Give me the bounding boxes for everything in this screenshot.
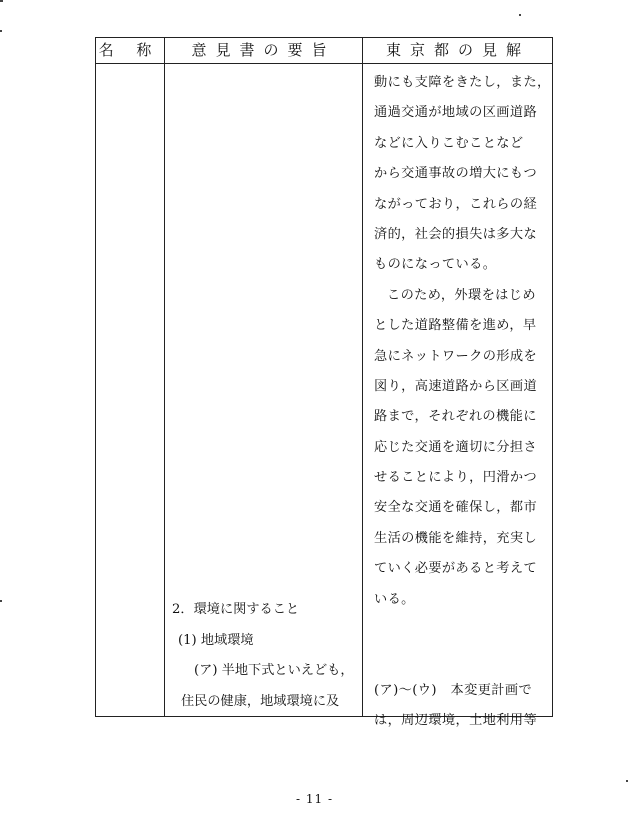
- view-line: は，周辺環境，土地利用等: [374, 713, 538, 729]
- column-divider: [164, 37, 165, 717]
- scan-mark: [519, 14, 521, 16]
- scan-mark: [0, 30, 2, 32]
- view-line: 通過交通が地域の区画道路: [374, 105, 538, 121]
- view-line: 安全な交通を確保し，都市: [374, 500, 538, 516]
- view-line: 図り，高速道路から区画道: [374, 378, 538, 394]
- view-line: ていく必要があると考えて: [374, 561, 538, 577]
- scan-mark: [0, 600, 2, 602]
- gist-line: (ア) 半地下式といえども，: [194, 663, 354, 678]
- view-line: 動にも支障をきたし，また，: [374, 75, 551, 90]
- view-line: 応じた交通を適切に分担さ: [374, 439, 538, 455]
- gist-subheading: (1) 地域環境: [178, 632, 254, 648]
- header-name: 名 称: [98, 41, 161, 59]
- view-line: [374, 645, 550, 675]
- scan-mark: [626, 780, 628, 782]
- page-number: - 11 -: [295, 792, 333, 806]
- view-line: などに入りこむことなど: [374, 135, 524, 151]
- view-line: せることにより，円滑かつ: [374, 470, 538, 486]
- opinion-gist-column: [172, 595, 362, 717]
- column-divider: [362, 37, 363, 717]
- view-line: このため，外環をはじめ: [387, 287, 536, 303]
- view-line: 生活の機能を維持，充実し: [374, 530, 538, 546]
- gist-line: 住民の健康，地域環境に及: [181, 693, 340, 709]
- view-line: 急にネットワークの形成を: [374, 348, 538, 364]
- tokyo-view-column: [374, 68, 550, 737]
- view-line: ながっており，これらの経: [374, 196, 538, 212]
- header-divider: [95, 63, 553, 64]
- scan-mark: [0, 0, 3, 2]
- view-line: いる。: [374, 591, 415, 607]
- view-line: とした道路整備を進め，早: [374, 318, 537, 334]
- header-tokyo-view: 東京都の見解: [385, 41, 530, 59]
- gist-section-heading: 2．環境に関すること: [172, 602, 300, 617]
- view-line: (ア)～(ウ) 本変更計画で: [374, 682, 533, 698]
- view-line: ものになっている。: [374, 257, 497, 273]
- view-line: から交通事故の増大にもつ: [374, 166, 538, 182]
- view-line: [374, 615, 550, 645]
- header-opinion-gist: 意見書の要旨: [191, 41, 336, 59]
- view-line: 済的，社会的損失は多大な: [374, 226, 538, 242]
- view-line: 路まで，それぞれの機能に: [374, 409, 537, 425]
